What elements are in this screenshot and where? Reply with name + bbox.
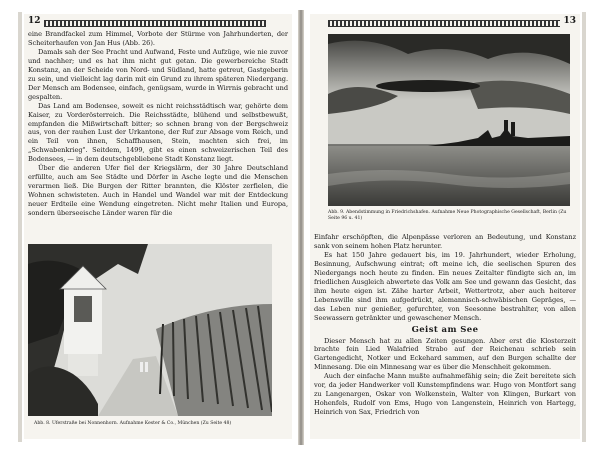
paragraph: Über die anderen Ufer fiel der Kriegslärm, der 30 Jahre Deutschland erfüllte, auch am See Städte und Dörfer in Asche legte und die Menschen verarmen ließ. Die Burgen der Ritter brannten, die Klöster zerfielen, die Wohnen schwisteten. Auch in Handel und Wandel war mit der Entdeckung neuer Erdteile eine Wendung eingetreten. Nicht mehr Italien und Europa, sondern überseeische Länder waren für die — [28, 164, 288, 218]
paragraph: Dieser Mensch hat zu allen Zeiten gesungen. Aber erst die Klosterzeit brachte fein Lied Walafried Strabo auf der Reichenau schrieb sein Gartengedicht, Notker und Eckehard sammen, auf den Burgen schallte der Minnesang. Die ein Minnesang war es über die Menschheit gekommen. — [314, 336, 576, 372]
photo-nonnenhorn-illustration — [28, 244, 272, 416]
right-page — [310, 14, 580, 439]
right-page-text — [314, 233, 576, 417]
book-gutter — [298, 10, 304, 445]
page-edge-right — [582, 12, 586, 442]
right-page-header — [314, 17, 576, 29]
paragraph: Auch der einfache Mann mußte aufnahmefähig sein; die Zeit bereitete sich vor, da jeder Handwerker voll Kunstempfindens war. Hugo von Montfort sang zu Langenargen, Oskar von Wolkenstein, Walter von Klingen, Burkart von Hohenfels, Rudolf von Ems, Hugo von Langenstein, Heinrich von Hartegg, Heinrich von Sax, Friedrich von — [314, 372, 576, 417]
section-heading: Geist am See — [411, 324, 479, 335]
page-number-left: 12 — [28, 16, 41, 26]
photo-caption-right: Abb. 9. Abendstimmung in Friedrichshafen. Aufnahme Neue Photographische Gesellschaft, Berlin (Zu Seite 96 u. 41) — [328, 210, 567, 221]
paragraph: Es hat 150 Jahre gedauert bis, im 19. Jahrhundert, wieder Erholung, Besinnung, Aufschwung eintrat; oft meine ich, die seelischen Spuren des Niedergangs noch heute zu finden. Ein neues Zeitalter fündigte sich an, im friedlichen Ausgleich abwertete das Volk am See und gewann das Gesicht, das ihm heute eigen ist. Zähe harter Arbeit, Wettertrotz, aber auch heiterer Lebenswille sind ihm aufgedrückt, alemannisch-schwäbischen Gepräges, — das Leben nur genießer, gefurchter, von Seesonne bestrahlter, von allen Seewassern getränkter und gewaschener Mensch. — [314, 250, 576, 322]
left-page-text — [28, 30, 288, 218]
page-edge-left — [18, 12, 22, 442]
header-ornament-left — [44, 20, 266, 27]
photo-caption-left: Abb. 8. Uferstraße bei Nonnenhorn. Aufnahme Kester & Co., München (Zu Seite 48) — [34, 421, 232, 426]
photo-friedrichshafen — [328, 34, 570, 206]
left-page-header — [28, 17, 288, 29]
photo-friedrichshafen-illustration — [328, 34, 570, 206]
photo-nonnenhorn — [28, 244, 272, 416]
header-ornament-right — [328, 20, 560, 27]
page-number-right: 13 — [563, 16, 576, 26]
left-page — [24, 14, 292, 439]
paragraph: Damals sah der See Pracht und Aufwand, Feste und Aufzüge, wie nie zuvor und nachher; und es hat ihm nicht gut getan. Die gewerbereiche Stadt Konstanz, an der Scheide von Nord- und Südland, hatte getreut, Gastgeberin zu sein, und vielleicht lag darin mit ein Grund zu ihrem späteren Niedergang. Der Mensch am Bodensee, einfach, genügsam, wurde in Wirrnis gebracht und gespalten. — [28, 47, 288, 101]
paragraph: eine Brandfackel zum Himmel, Vorbote der Stürme von Jahrhunderten, der Scheiterhaufen von Jan Hus (Abb. 26). — [28, 30, 288, 47]
paragraph: Einfahr erschöpften, die Alpenpässe verloren an Bedeutung, und Konstanz sank von seinem hohen Platz herunter. — [314, 233, 576, 250]
paragraph: Das Land am Bodensee, soweit es nicht reichsstädtisch war, gehörte dem Kaiser, zu Vorderösterreich. Die Reichsstädte, blühend und selbstbewußt, empfanden die Mißwirtschaft bitter; so schnen brang von der Bergschweiz aus, von der rauhen Lust der Urkantone, der Ruf zur Absage vom Reich, und ein Teil von ihnen, Schaffhausen, Stein, machten sich frei, im „Schwabenkrieg". Seitdem, 1499, gibt es einen schweizerischen Teil des Bodensees, — in dem deutschgebliebene Stadt Konstanz liegt. — [28, 101, 288, 164]
